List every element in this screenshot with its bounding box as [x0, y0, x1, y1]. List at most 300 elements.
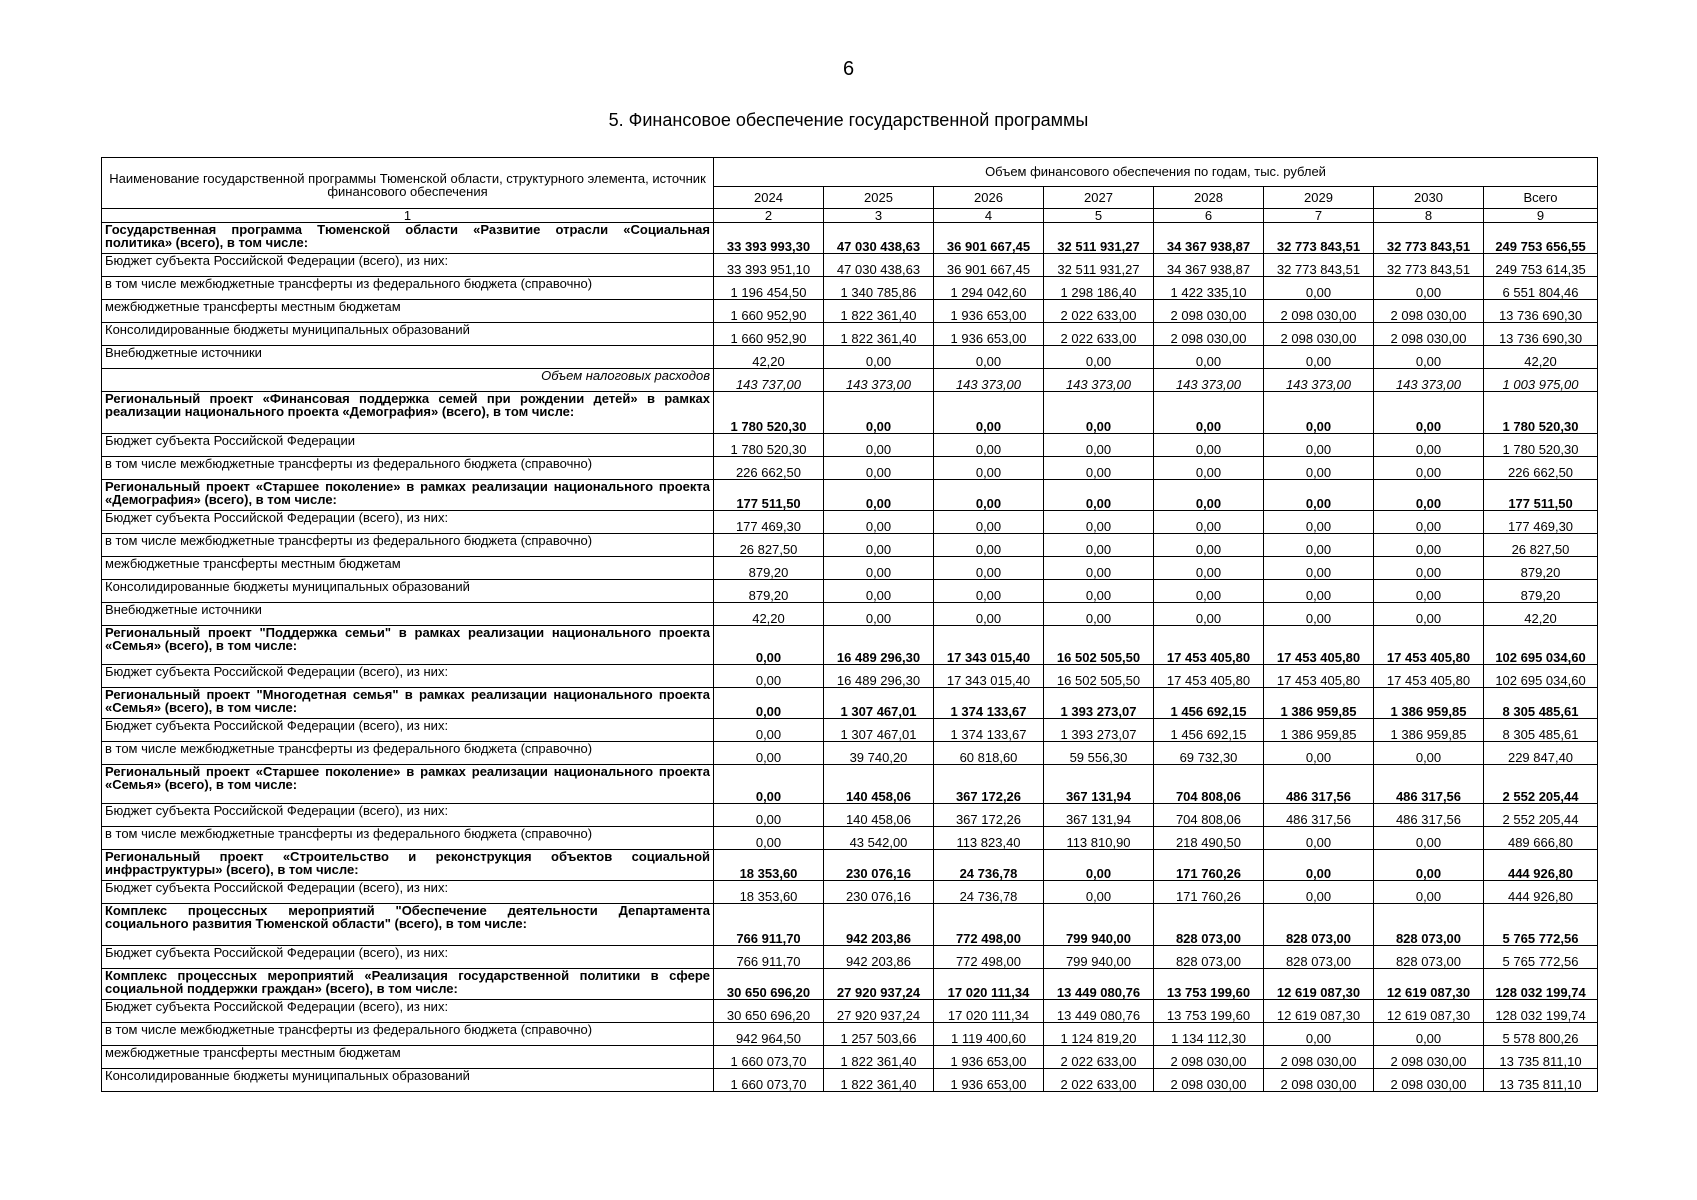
table-row: [102, 434, 1598, 457]
row-value: 704 808,06: [1154, 765, 1264, 804]
column-number: 1: [102, 209, 714, 223]
row-value: 18 353,60: [714, 850, 824, 881]
total-header: Всего: [1484, 187, 1598, 209]
row-value: 140 458,06: [824, 765, 934, 804]
row-value: 0,00: [1154, 392, 1264, 434]
row-total: 128 032 199,74: [1484, 1000, 1598, 1023]
row-value: 16 502 505,50: [1044, 665, 1154, 688]
row-name: Региональный проект «Старшее поколение» в рамках реализации национального проекта «Демография» (всего), в том числе:: [102, 480, 714, 511]
row-total: 42,20: [1484, 603, 1598, 626]
row-value: 2 098 030,00: [1154, 1069, 1264, 1092]
row-name: Региональный проект «Строительство и реконструкция объектов социальной инфраструктуры» (всего), в том числе:: [102, 850, 714, 881]
row-value: 828 073,00: [1264, 946, 1374, 969]
year-header: 2024: [714, 187, 824, 209]
row-name: Региональный проект «Финансовая поддержка семей при рождении детей» в рамках реализации национального проекта «Демография» (всего), в том числе:: [102, 392, 714, 434]
row-value: 0,00: [824, 480, 934, 511]
row-value: 0,00: [1374, 434, 1484, 457]
table-row: [102, 457, 1598, 480]
row-value: 0,00: [1044, 480, 1154, 511]
row-value: 0,00: [824, 580, 934, 603]
row-value: 0,00: [1374, 480, 1484, 511]
row-name: Региональный проект "Поддержка семьи" в рамках реализации национального проекта «Семья» (всего), в том числе:: [102, 626, 714, 665]
row-value: 12 619 087,30: [1374, 1000, 1484, 1023]
row-value: 486 317,56: [1264, 765, 1374, 804]
row-name: в том числе межбюджетные трансферты из федерального бюджета (справочно): [102, 742, 714, 765]
row-value: 0,00: [1374, 457, 1484, 480]
row-value: 0,00: [1044, 434, 1154, 457]
row-value: 17 453 405,80: [1264, 665, 1374, 688]
row-value: 0,00: [714, 765, 824, 804]
row-value: 24 736,78: [934, 850, 1044, 881]
row-value: 13 449 080,76: [1044, 969, 1154, 1000]
row-value: 143 373,00: [934, 369, 1044, 392]
row-value: 0,00: [1374, 534, 1484, 557]
row-value: 0,00: [1374, 827, 1484, 850]
row-value: 0,00: [1374, 392, 1484, 434]
row-total: 2 552 205,44: [1484, 804, 1598, 827]
row-name: Бюджет субъекта Российской Федерации (всего), из них:: [102, 946, 714, 969]
row-value: 0,00: [934, 534, 1044, 557]
row-value: 0,00: [934, 480, 1044, 511]
row-value: 486 317,56: [1264, 804, 1374, 827]
row-value: 0,00: [1044, 557, 1154, 580]
year-header: 2025: [824, 187, 934, 209]
row-name: Бюджет субъекта Российской Федерации (всего), из них:: [102, 254, 714, 277]
row-value: 0,00: [1374, 742, 1484, 765]
row-value: 0,00: [1264, 457, 1374, 480]
table-row: [102, 254, 1598, 277]
row-value: 47 030 438,63: [824, 223, 934, 254]
row-value: 0,00: [1154, 346, 1264, 369]
row-value: 2 098 030,00: [1374, 1046, 1484, 1069]
column-number: 5: [1044, 209, 1154, 223]
row-name: в том числе межбюджетные трансферты из федерального бюджета (справочно): [102, 534, 714, 557]
row-value: 177 469,30: [714, 511, 824, 534]
row-total: 8 305 485,61: [1484, 719, 1598, 742]
row-value: 113 823,40: [934, 827, 1044, 850]
table-row: [102, 688, 1598, 719]
row-value: 766 911,70: [714, 904, 824, 946]
row-value: 1 393 273,07: [1044, 688, 1154, 719]
row-value: 30 650 696,20: [714, 1000, 824, 1023]
row-name: в том числе межбюджетные трансферты из федерального бюджета (справочно): [102, 277, 714, 300]
row-value: 1 936 653,00: [934, 323, 1044, 346]
row-value: 879,20: [714, 557, 824, 580]
row-value: 230 076,16: [824, 881, 934, 904]
row-value: 1 660 073,70: [714, 1046, 824, 1069]
row-value: 1 780 520,30: [714, 434, 824, 457]
row-value: 799 940,00: [1044, 946, 1154, 969]
row-value: 0,00: [1264, 434, 1374, 457]
row-value: 942 964,50: [714, 1023, 824, 1046]
table-row: [102, 580, 1598, 603]
row-value: 0,00: [1264, 392, 1374, 434]
row-value: 1 660 073,70: [714, 1069, 824, 1092]
row-total: 249 753 614,35: [1484, 254, 1598, 277]
row-name: Консолидированные бюджеты муниципальных образований: [102, 580, 714, 603]
row-total: 8 305 485,61: [1484, 688, 1598, 719]
row-value: 1 456 692,15: [1154, 688, 1264, 719]
row-value: 60 818,60: [934, 742, 1044, 765]
row-value: 1 134 112,30: [1154, 1023, 1264, 1046]
page-number: 6: [842, 58, 855, 80]
row-value: 27 920 937,24: [824, 969, 934, 1000]
row-value: 2 098 030,00: [1264, 1069, 1374, 1092]
row-value: 0,00: [714, 688, 824, 719]
row-value: 2 022 633,00: [1044, 1069, 1154, 1092]
row-value: 0,00: [1264, 277, 1374, 300]
row-value: 0,00: [1154, 580, 1264, 603]
row-value: 2 098 030,00: [1264, 323, 1374, 346]
row-name: Бюджет субъекта Российской Федерации (всего), из них:: [102, 511, 714, 534]
row-total: 13 735 811,10: [1484, 1046, 1598, 1069]
row-value: 0,00: [1044, 534, 1154, 557]
row-name: Бюджет субъекта Российской Федерации: [102, 434, 714, 457]
row-value: 2 098 030,00: [1154, 323, 1264, 346]
row-value: 16 489 296,30: [824, 626, 934, 665]
row-total: 13 736 690,30: [1484, 323, 1598, 346]
row-value: 0,00: [1044, 881, 1154, 904]
row-name: межбюджетные трансферты местным бюджетам: [102, 1046, 714, 1069]
row-name: Внебюджетные источники: [102, 603, 714, 626]
row-value: 143 737,00: [714, 369, 824, 392]
row-value: 0,00: [1374, 603, 1484, 626]
row-value: 772 498,00: [934, 946, 1044, 969]
row-name: Региональный проект «Старшее поколение» в рамках реализации национального проекта «Семья» (всего), в том числе:: [102, 765, 714, 804]
row-value: 0,00: [1154, 457, 1264, 480]
table-row: [102, 946, 1598, 969]
row-value: 0,00: [824, 457, 934, 480]
table-row: [102, 1000, 1598, 1023]
row-value: 2 098 030,00: [1154, 300, 1264, 323]
row-value: 47 030 438,63: [824, 254, 934, 277]
row-value: 879,20: [714, 580, 824, 603]
row-value: 34 367 938,87: [1154, 223, 1264, 254]
row-value: 0,00: [1374, 881, 1484, 904]
row-value: 0,00: [934, 346, 1044, 369]
row-value: 1 822 361,40: [824, 1069, 934, 1092]
row-total: 177 469,30: [1484, 511, 1598, 534]
column-number: 7: [1264, 209, 1374, 223]
volume-column-header: Объем финансового обеспечения по годам, тыс. рублей: [714, 158, 1598, 187]
row-name: Бюджет субъекта Российской Федерации (всего), из них:: [102, 665, 714, 688]
row-total: 5 765 772,56: [1484, 946, 1598, 969]
row-value: 2 098 030,00: [1374, 300, 1484, 323]
row-value: 143 373,00: [1374, 369, 1484, 392]
table-row: [102, 665, 1598, 688]
row-value: 36 901 667,45: [934, 254, 1044, 277]
row-total: 102 695 034,60: [1484, 665, 1598, 688]
row-value: 0,00: [824, 434, 934, 457]
row-name: Комплекс процессных мероприятий «Реализация государственной политики в сфере социальной поддержки граждан» (всего), в том числе:: [102, 969, 714, 1000]
table-row: [102, 719, 1598, 742]
row-value: 0,00: [1374, 277, 1484, 300]
row-value: 1 386 959,85: [1264, 688, 1374, 719]
row-value: 1 257 503,66: [824, 1023, 934, 1046]
row-value: 0,00: [1044, 457, 1154, 480]
row-name: в том числе межбюджетные трансферты из федерального бюджета (справочно): [102, 1023, 714, 1046]
row-name: в том числе межбюджетные трансферты из федерального бюджета (справочно): [102, 827, 714, 850]
table-row: [102, 603, 1598, 626]
row-value: 113 810,90: [1044, 827, 1154, 850]
row-value: 0,00: [934, 511, 1044, 534]
table-row: [102, 850, 1598, 881]
table-row: [102, 369, 1598, 392]
row-value: 1 822 361,40: [824, 323, 934, 346]
row-total: 226 662,50: [1484, 457, 1598, 480]
table-row: [102, 346, 1598, 369]
row-value: 0,00: [1264, 827, 1374, 850]
row-value: 704 808,06: [1154, 804, 1264, 827]
row-value: 0,00: [1044, 580, 1154, 603]
row-name: Объем налоговых расходов: [102, 369, 714, 392]
row-value: 140 458,06: [824, 804, 934, 827]
row-value: 367 131,94: [1044, 765, 1154, 804]
row-value: 0,00: [1264, 603, 1374, 626]
row-name: Региональный проект "Многодетная семья" в рамках реализации национального проекта «Семья» (всего), в том числе:: [102, 688, 714, 719]
row-value: 32 773 843,51: [1374, 223, 1484, 254]
row-value: 828 073,00: [1374, 946, 1484, 969]
row-value: 34 367 938,87: [1154, 254, 1264, 277]
row-value: 30 650 696,20: [714, 969, 824, 1000]
row-value: 0,00: [1154, 534, 1264, 557]
row-value: 2 098 030,00: [1374, 1069, 1484, 1092]
row-value: 828 073,00: [1374, 904, 1484, 946]
row-value: 0,00: [1264, 580, 1374, 603]
row-value: 0,00: [1044, 603, 1154, 626]
row-value: 772 498,00: [934, 904, 1044, 946]
row-value: 0,00: [1154, 557, 1264, 580]
row-value: 17 020 111,34: [934, 1000, 1044, 1023]
row-value: 0,00: [1374, 511, 1484, 534]
row-value: 1 374 133,67: [934, 688, 1044, 719]
row-value: 0,00: [824, 557, 934, 580]
row-name: Бюджет субъекта Российской Федерации (всего), из них:: [102, 1000, 714, 1023]
table-row: [102, 904, 1598, 946]
row-value: 2 022 633,00: [1044, 1046, 1154, 1069]
row-value: 24 736,78: [934, 881, 1044, 904]
row-value: 1 660 952,90: [714, 323, 824, 346]
row-value: 367 172,26: [934, 765, 1044, 804]
row-name: в том числе межбюджетные трансферты из федерального бюджета (справочно): [102, 457, 714, 480]
row-value: 177 511,50: [714, 480, 824, 511]
table-row: [102, 1046, 1598, 1069]
row-value: 59 556,30: [1044, 742, 1154, 765]
row-value: 1 936 653,00: [934, 1069, 1044, 1092]
year-header: 2030: [1374, 187, 1484, 209]
row-value: 1 307 467,01: [824, 688, 934, 719]
row-value: 0,00: [714, 719, 824, 742]
row-value: 0,00: [1264, 534, 1374, 557]
table-row: [102, 1069, 1598, 1092]
row-value: 0,00: [1154, 480, 1264, 511]
row-value: 0,00: [1044, 511, 1154, 534]
row-value: 26 827,50: [714, 534, 824, 557]
column-number: 4: [934, 209, 1044, 223]
row-value: 0,00: [1264, 1023, 1374, 1046]
row-value: 16 502 505,50: [1044, 626, 1154, 665]
row-value: 0,00: [1264, 850, 1374, 881]
row-total: 6 551 804,46: [1484, 277, 1598, 300]
row-value: 17 453 405,80: [1154, 665, 1264, 688]
row-value: 0,00: [1374, 1023, 1484, 1046]
row-total: 26 827,50: [1484, 534, 1598, 557]
table-row: [102, 557, 1598, 580]
row-value: 1 936 653,00: [934, 300, 1044, 323]
row-value: 0,00: [934, 457, 1044, 480]
row-value: 1 386 959,85: [1374, 688, 1484, 719]
row-total: 128 032 199,74: [1484, 969, 1598, 1000]
column-number: 3: [824, 209, 934, 223]
row-value: 0,00: [714, 827, 824, 850]
row-value: 17 343 015,40: [934, 665, 1044, 688]
year-header: 2027: [1044, 187, 1154, 209]
row-value: 2 098 030,00: [1264, 1046, 1374, 1069]
row-value: 226 662,50: [714, 457, 824, 480]
row-value: 0,00: [824, 511, 934, 534]
row-value: 828 073,00: [1154, 946, 1264, 969]
row-value: 0,00: [824, 346, 934, 369]
row-value: 1 374 133,67: [934, 719, 1044, 742]
row-total: 489 666,80: [1484, 827, 1598, 850]
row-value: 0,00: [1264, 511, 1374, 534]
row-total: 2 552 205,44: [1484, 765, 1598, 804]
row-value: 0,00: [1264, 557, 1374, 580]
row-value: 0,00: [1154, 434, 1264, 457]
row-value: 17 020 111,34: [934, 969, 1044, 1000]
row-name: Бюджет субъекта Российской Федерации (всего), из них:: [102, 804, 714, 827]
table-row: [102, 742, 1598, 765]
row-value: 367 172,26: [934, 804, 1044, 827]
row-value: 1 456 692,15: [1154, 719, 1264, 742]
row-value: 1 822 361,40: [824, 300, 934, 323]
row-value: 230 076,16: [824, 850, 934, 881]
row-value: 2 022 633,00: [1044, 323, 1154, 346]
table-row: [102, 392, 1598, 434]
row-value: 143 373,00: [1044, 369, 1154, 392]
row-total: 1 780 520,30: [1484, 392, 1598, 434]
row-value: 1 386 959,85: [1264, 719, 1374, 742]
row-name: межбюджетные трансферты местным бюджетам: [102, 300, 714, 323]
row-value: 828 073,00: [1154, 904, 1264, 946]
row-value: 942 203,86: [824, 946, 934, 969]
row-value: 1 386 959,85: [1374, 719, 1484, 742]
row-value: 12 619 087,30: [1264, 969, 1374, 1000]
row-value: 1 196 454,50: [714, 277, 824, 300]
row-value: 27 920 937,24: [824, 1000, 934, 1023]
row-value: 2 022 633,00: [1044, 300, 1154, 323]
row-value: 0,00: [934, 392, 1044, 434]
row-value: 13 753 199,60: [1154, 1000, 1264, 1023]
row-value: 143 373,00: [1154, 369, 1264, 392]
row-value: 0,00: [824, 392, 934, 434]
row-value: 0,00: [934, 603, 1044, 626]
row-total: 13 735 811,10: [1484, 1069, 1598, 1092]
row-total: 13 736 690,30: [1484, 300, 1598, 323]
row-value: 1 822 361,40: [824, 1046, 934, 1069]
table-row: [102, 881, 1598, 904]
row-value: 1 780 520,30: [714, 392, 824, 434]
year-header: 2026: [934, 187, 1044, 209]
row-value: 1 340 785,86: [824, 277, 934, 300]
row-total: 102 695 034,60: [1484, 626, 1598, 665]
name-column-header: Наименование государственной программы Тюменской области, структурного элемента, источник финансового обеспечения: [102, 158, 714, 209]
row-name: Бюджет субъекта Российской Федерации (всего), из них:: [102, 719, 714, 742]
row-value: 12 619 087,30: [1374, 969, 1484, 1000]
row-value: 766 911,70: [714, 946, 824, 969]
row-value: 1 393 273,07: [1044, 719, 1154, 742]
table-row: [102, 1023, 1598, 1046]
row-value: 0,00: [934, 557, 1044, 580]
table-row: [102, 480, 1598, 511]
row-value: 1 298 186,40: [1044, 277, 1154, 300]
row-value: 36 901 667,45: [934, 223, 1044, 254]
row-value: 17 453 405,80: [1264, 626, 1374, 665]
table-row: [102, 804, 1598, 827]
row-value: 32 511 931,27: [1044, 223, 1154, 254]
row-value: 32 773 843,51: [1264, 254, 1374, 277]
row-total: 1 780 520,30: [1484, 434, 1598, 457]
table-row: [102, 277, 1598, 300]
row-value: 0,00: [1264, 881, 1374, 904]
row-value: 2 098 030,00: [1154, 1046, 1264, 1069]
row-value: 0,00: [934, 580, 1044, 603]
row-value: 32 773 843,51: [1374, 254, 1484, 277]
row-name: Бюджет субъекта Российской Федерации (всего), из них:: [102, 881, 714, 904]
row-value: 0,00: [1374, 346, 1484, 369]
table-row: [102, 223, 1598, 254]
row-value: 0,00: [1374, 580, 1484, 603]
table-row: [102, 765, 1598, 804]
row-name: межбюджетные трансферты местным бюджетам: [102, 557, 714, 580]
table-body: [102, 223, 1598, 1092]
row-value: 942 203,86: [824, 904, 934, 946]
column-number: 8: [1374, 209, 1484, 223]
row-value: 0,00: [824, 534, 934, 557]
row-value: 13 753 199,60: [1154, 969, 1264, 1000]
row-total: 5 765 772,56: [1484, 904, 1598, 946]
row-value: 16 489 296,30: [824, 665, 934, 688]
row-value: 218 490,50: [1154, 827, 1264, 850]
row-name: Комплекс процессных мероприятий "Обеспечение деятельности Департамента социального развития Тюменской области" (всего), в том числе:: [102, 904, 714, 946]
row-value: 143 373,00: [1264, 369, 1374, 392]
row-value: 39 740,20: [824, 742, 934, 765]
row-value: 43 542,00: [824, 827, 934, 850]
row-name: Государственная программа Тюменской области «Развитие отрасли «Социальная политика» (всего), в том числе:: [102, 223, 714, 254]
row-value: 0,00: [714, 626, 824, 665]
column-number: 6: [1154, 209, 1264, 223]
row-name: Консолидированные бюджеты муниципальных образований: [102, 1069, 714, 1092]
column-number-row: [102, 209, 1598, 223]
row-value: 33 393 951,10: [714, 254, 824, 277]
row-value: 0,00: [934, 434, 1044, 457]
row-value: 0,00: [714, 665, 824, 688]
table-row: [102, 511, 1598, 534]
row-value: 32 773 843,51: [1264, 223, 1374, 254]
row-value: 1 307 467,01: [824, 719, 934, 742]
row-total: 42,20: [1484, 346, 1598, 369]
row-total: 249 753 656,55: [1484, 223, 1598, 254]
year-header: 2029: [1264, 187, 1374, 209]
table-row: [102, 969, 1598, 1000]
row-value: 18 353,60: [714, 881, 824, 904]
row-total: 879,20: [1484, 557, 1598, 580]
row-value: 0,00: [1374, 850, 1484, 881]
row-value: 1 294 042,60: [934, 277, 1044, 300]
row-total: 879,20: [1484, 580, 1598, 603]
row-total: 177 511,50: [1484, 480, 1598, 511]
financing-table: [101, 157, 1598, 1092]
